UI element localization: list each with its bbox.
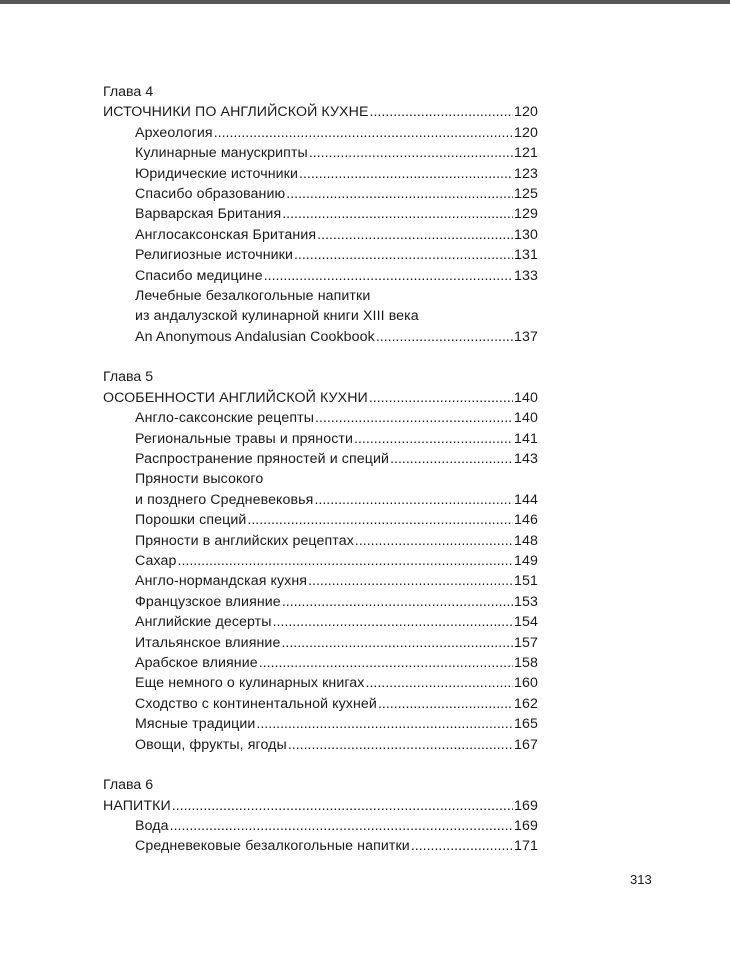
- entry-title: Порошки специй: [135, 512, 247, 529]
- chapter-heading[interactable]: [103, 796, 538, 816]
- dot-leader: [378, 694, 513, 714]
- entry-title-line[interactable]: из андалузской кулинарной книги XIII века: [135, 308, 419, 325]
- toc-entry[interactable]: [103, 571, 538, 591]
- dot-leader: [247, 510, 513, 530]
- page-ref: 133: [514, 267, 538, 284]
- entry-title: Английские десерты: [135, 614, 272, 631]
- toc-entry[interactable]: [103, 673, 538, 693]
- toc-entry[interactable]: [103, 123, 538, 143]
- entry-title: Религиозные источники: [135, 247, 293, 264]
- dot-leader: [214, 123, 513, 143]
- toc-entry[interactable]: [103, 714, 538, 734]
- page-ref: 169: [514, 797, 538, 814]
- entry-title: Итальянское влияние: [135, 634, 281, 651]
- chapter-label: Глава 6: [103, 777, 154, 794]
- top-border: [0, 0, 730, 4]
- page-ref: 140: [514, 410, 538, 427]
- entry-title: Региональные травы и пряности: [135, 430, 354, 447]
- toc-entry[interactable]: [103, 449, 538, 469]
- page-ref: 149: [514, 552, 538, 569]
- entry-title: Археология: [135, 124, 213, 141]
- toc-entry[interactable]: [103, 184, 538, 204]
- dot-leader: [299, 164, 513, 184]
- spacer: [103, 755, 538, 775]
- toc-entry[interactable]: [103, 551, 538, 571]
- chapter-heading[interactable]: [103, 388, 538, 408]
- page-ref: 129: [514, 206, 538, 223]
- toc-entry[interactable]: [103, 592, 538, 612]
- toc-entry[interactable]: [103, 653, 538, 673]
- entry-title: Спасибо медицине: [135, 267, 263, 284]
- page-ref: 140: [514, 389, 538, 406]
- page-number: 313: [630, 872, 652, 887]
- dot-leader: [355, 531, 513, 551]
- toc-entry[interactable]: [103, 429, 538, 449]
- page-ref: 158: [514, 654, 538, 671]
- dot-leader: [370, 102, 513, 122]
- dot-leader: [282, 592, 513, 612]
- chapter-title: НАПИТКИ: [103, 797, 171, 814]
- dot-leader: [315, 408, 513, 428]
- dot-leader: [366, 673, 514, 693]
- page-ref: 146: [514, 512, 538, 529]
- entry-title: Сахар: [135, 552, 177, 569]
- page-ref: 120: [514, 124, 538, 141]
- dot-leader: [317, 225, 513, 245]
- page-ref: 169: [514, 818, 538, 835]
- entry-title: Распространение пряностей и специй: [135, 451, 390, 468]
- page-ref: 153: [514, 593, 538, 610]
- dot-leader: [314, 490, 513, 510]
- toc-entry[interactable]: [103, 694, 538, 714]
- dot-leader: [376, 327, 513, 347]
- toc-entry[interactable]: [103, 836, 538, 856]
- page-ref: 131: [514, 247, 538, 264]
- dot-leader: [178, 551, 514, 571]
- page-ref: 143: [514, 451, 538, 468]
- entry-title: Средневековые безалкогольные напитки: [135, 838, 410, 855]
- toc-entry[interactable]: [103, 327, 538, 347]
- chapter-title: ОСОБЕННОСТИ АНГЛИЙСКОЙ КУХНИ: [103, 389, 368, 406]
- dot-leader: [172, 796, 513, 816]
- entry-title: Юридические источники: [135, 165, 299, 182]
- dot-leader: [282, 204, 513, 224]
- page-ref: 141: [514, 430, 538, 447]
- toc-entry[interactable]: [103, 816, 538, 836]
- entry-title: Овощи, фрукты, ягоды: [135, 736, 287, 753]
- dot-leader: [286, 184, 513, 204]
- page-ref: 157: [514, 634, 538, 651]
- toc-entry[interactable]: [103, 225, 538, 245]
- page-ref: 160: [514, 675, 538, 692]
- entry-title: Спасибо образованию: [135, 185, 286, 202]
- toc-entry[interactable]: [103, 510, 538, 530]
- entry-title: Англосаксонская Британия: [135, 226, 317, 243]
- dot-leader: [369, 388, 513, 408]
- chapter-heading[interactable]: [103, 102, 538, 122]
- page-ref: 171: [514, 838, 538, 855]
- page-ref: 137: [514, 328, 538, 345]
- entry-title: и позднего Средневековья: [135, 491, 314, 508]
- toc-entry[interactable]: [103, 633, 538, 653]
- toc-entry[interactable]: [103, 612, 538, 632]
- dot-leader: [259, 653, 513, 673]
- chapter-label: Глава 4: [103, 84, 154, 100]
- entry-title: Сходство с континентальной кухней: [135, 695, 377, 712]
- dot-leader: [309, 143, 513, 163]
- page-ref: 123: [514, 165, 538, 182]
- page-ref: 130: [514, 226, 538, 243]
- entry-title: Вода: [135, 818, 169, 835]
- toc-entry[interactable]: [103, 266, 538, 286]
- toc-entry[interactable]: [103, 408, 538, 428]
- page-ref: 144: [514, 491, 538, 508]
- toc-entry[interactable]: [103, 531, 538, 551]
- dot-leader: [288, 735, 513, 755]
- chapter-title: ИСТОЧНИКИ ПО АНГЛИЙСКОЙ КУХНЕ: [103, 104, 369, 121]
- page-ref: 165: [514, 716, 538, 733]
- table-of-contents: [103, 82, 538, 857]
- toc-entry[interactable]: [103, 143, 538, 163]
- page-ref: 162: [514, 695, 538, 712]
- dot-leader: [390, 449, 513, 469]
- page-ref: 120: [514, 104, 538, 121]
- dot-leader: [294, 245, 513, 265]
- page-ref: 167: [514, 736, 538, 753]
- dot-leader: [170, 816, 513, 836]
- page-ref: 125: [514, 185, 538, 202]
- entry-title: Арабское влияние: [135, 654, 258, 671]
- dot-leader: [256, 714, 513, 734]
- entry-title: Англо-нормандская кухня: [135, 573, 308, 590]
- spacer: [103, 347, 538, 367]
- entry-title: An Anonymous Andalusian Cookbook: [135, 328, 375, 345]
- page-ref: 151: [514, 573, 538, 590]
- entry-title: Пряности в английских рецептах: [135, 532, 354, 549]
- toc-entry[interactable]: [103, 204, 538, 224]
- toc-entry[interactable]: [103, 735, 538, 755]
- toc-entry[interactable]: [103, 490, 538, 510]
- dot-leader: [273, 612, 513, 632]
- entry-title: Кулинарные манускрипты: [135, 145, 308, 162]
- chapter-label: Глава 5: [103, 369, 154, 386]
- page-ref: 154: [514, 614, 538, 631]
- page-ref: 121: [514, 145, 538, 162]
- entry-title: Англо-саксонские рецепты: [135, 410, 315, 427]
- toc-entry[interactable]: [103, 164, 538, 184]
- toc-entry[interactable]: [103, 245, 538, 265]
- entry-title: Еще немного о кулинарных книгах: [135, 675, 365, 692]
- entry-title: Варварская Британия: [135, 206, 282, 223]
- dot-leader: [354, 429, 513, 449]
- entry-title-line[interactable]: Лечебные безалкогольные напитки: [135, 287, 371, 304]
- page-ref: 148: [514, 532, 538, 549]
- dot-leader: [411, 836, 513, 856]
- dot-leader: [264, 266, 513, 286]
- entry-title: Французское влияние: [135, 593, 281, 610]
- entry-title-line[interactable]: Пряности высокого: [135, 471, 264, 488]
- dot-leader: [308, 571, 513, 591]
- dot-leader: [281, 633, 513, 653]
- entry-title: Мясные традиции: [135, 716, 256, 733]
